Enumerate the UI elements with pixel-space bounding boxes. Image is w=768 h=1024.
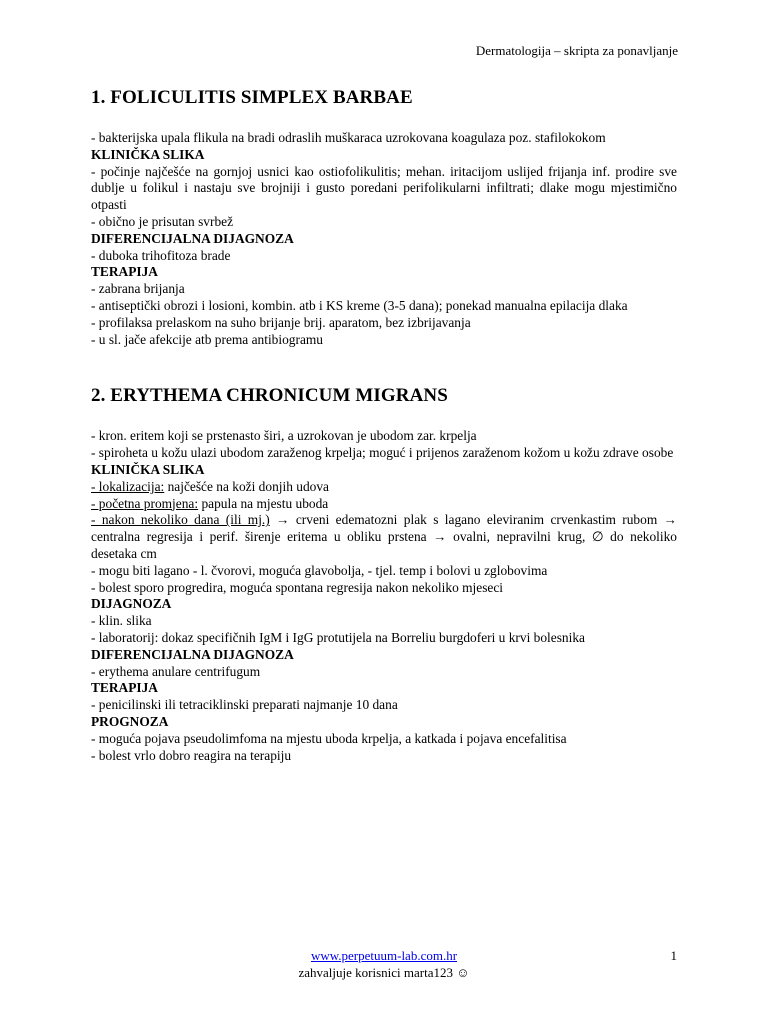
section-1-diff-label: DIFERENCIJALNA DIJAGNOZA bbox=[91, 230, 294, 246]
page-number: 1 bbox=[670, 948, 677, 963]
section-2-diff-label: DIFERENCIJALNA DIJAGNOZA bbox=[91, 646, 294, 662]
list-item: - bolest vrlo dobro reagira na terapiju bbox=[91, 747, 292, 763]
list-item-pocetna bbox=[91, 496, 677, 513]
pocetna-term: - početna promjena: bbox=[91, 495, 199, 511]
list-item: - duboka trihofitoza brade bbox=[91, 247, 231, 263]
list-item: - antiseptički obrozi i losioni, kombin. atb i KS kreme (3-5 dana); ponekad manualna epilacija dlaka bbox=[91, 297, 628, 313]
section-2-dijagnoza-label: DIJAGNOZA bbox=[91, 596, 172, 612]
list-item: - u sl. jače afekcije atb prema antibiogramu bbox=[91, 331, 324, 347]
nakon-text: → crveni edematozni plak s lagano eleviranim crvenkastim rubom → centralna regresija i perif. širenje eritema u obliku prstena → ovalni, nepravilni krug, ∅ do nekoliko desetaka cm bbox=[91, 512, 677, 561]
list-item-nakon bbox=[91, 512, 677, 562]
nakon-term: - nakon nekoliko dana (ili mj.) bbox=[91, 512, 270, 528]
list-item: - laboratorij: dokaz specifičnih IgM i IgG protutijela na Borreliu burgdoferi u krvi bolesnika bbox=[91, 629, 585, 645]
footer-website-link[interactable]: www.perpetuum-lab.com.hr bbox=[310, 948, 458, 963]
section-1-terapija-label: TERAPIJA bbox=[91, 264, 158, 280]
list-item: - mogu biti lagano - l. čvorovi, moguća glavobolja, - tjel. temp i bolovi u zglobovima bbox=[91, 562, 548, 578]
lokalizacija-term: - lokalizacija: bbox=[91, 478, 165, 494]
section-1-intro: - bakterijska upala flikula na bradi odraslih muškaraca uzrokovana koagulaza poz. stafilokokom bbox=[91, 130, 606, 145]
section-2-terapija-label: TERAPIJA bbox=[91, 680, 158, 696]
list-item: - obično je prisutan svrbež bbox=[91, 213, 234, 229]
list-item: - profilaksa prelaskom na suho brijanje brij. aparatom, bez izbrijavanja bbox=[91, 314, 471, 330]
list-item: - spiroheta u kožu ulazi ubodom zaraženog krpelja; moguć i prijenos zaraženom kožom u kožu zdrave osobe bbox=[91, 445, 674, 461]
list-item-lokalizacija bbox=[91, 479, 677, 496]
section-2-klinicka-label: KLINIČKA SLIKA bbox=[91, 461, 205, 477]
section-2-prognoza-label: PROGNOZA bbox=[91, 713, 169, 729]
list-item: - počinje najčešće na gornjoj usnici kao ostiofolikulitis; mehan. iritacijom uslijed frijanja inf. prodire sve dublje u folikul i nastaju sve brojniji i gusto poredani perifolikularni infiltrati; dlake mogu mjestimično otpasti bbox=[91, 163, 677, 213]
list-item: - erythema anulare centrifugum bbox=[91, 663, 261, 679]
section-1-klinicka-label: KLINIČKA SLIKA bbox=[91, 146, 205, 162]
footer-link-wrapper bbox=[0, 948, 768, 964]
pocetna-text: papula na mjestu uboda bbox=[198, 495, 329, 511]
section-2-title: 2. ERYTHEMA CHRONICUM MIGRANS bbox=[91, 385, 448, 407]
running-header: Dermatologija – skripta za ponavljanje bbox=[475, 43, 678, 58]
list-item: - kron. eritem koji se prstenasto širi, a uzrokovan je ubodom zar. krpelja bbox=[91, 428, 477, 444]
document-body bbox=[91, 85, 677, 764]
footer-thanks: zahvaljuje korisnici marta123 ☺ bbox=[298, 965, 470, 980]
section-1-title: 1. FOLICULITIS SIMPLEX BARBAE bbox=[91, 87, 413, 108]
list-item: - klin. slika bbox=[91, 613, 152, 629]
lokalizacija-text: najčešće na koži donjih udova bbox=[164, 478, 329, 494]
list-item: - penicilinski ili tetraciklinski preparati najmanje 10 dana bbox=[91, 697, 398, 713]
list-item: - moguća pojava pseudolimfoma na mjestu uboda krpelja, a katkada i pojava encefalitisa bbox=[91, 730, 567, 746]
list-item: - bolest sporo progredira, moguća spontana regresija nakon nekoliko mjeseci bbox=[91, 579, 504, 595]
list-item: - zabrana brijanja bbox=[91, 281, 185, 297]
